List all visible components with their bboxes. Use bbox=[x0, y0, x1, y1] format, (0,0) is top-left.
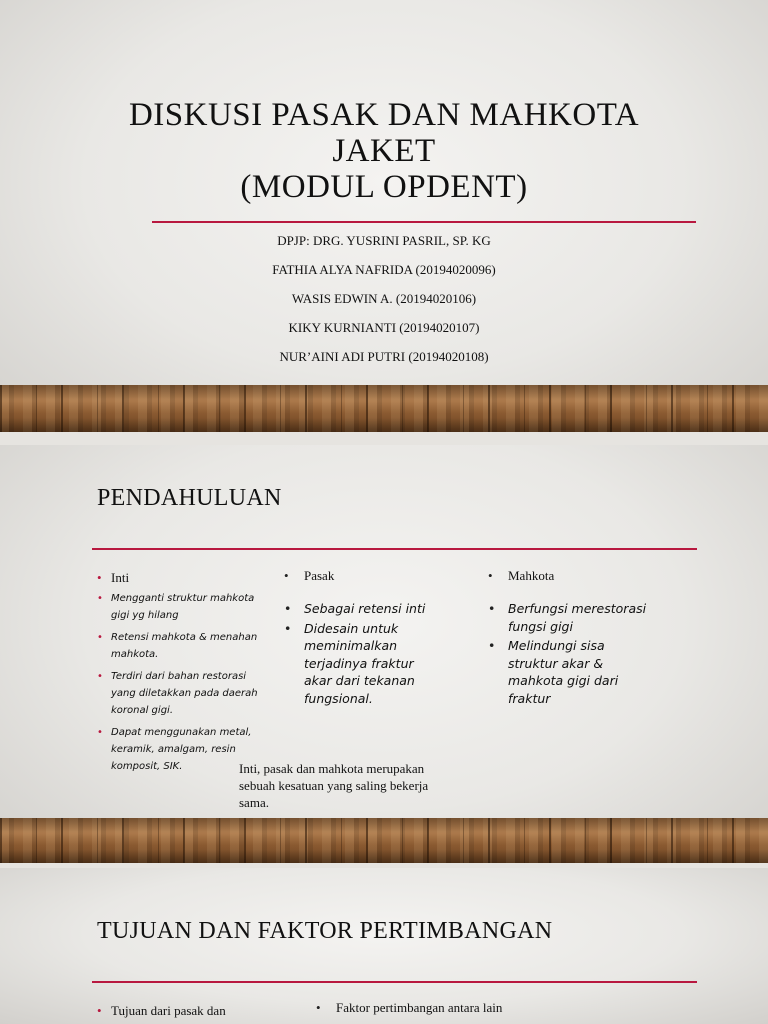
list-item: • Didesain untuk meminimalkan terjadinya fraktur akar dari tekanan fungsional. bbox=[284, 620, 415, 706]
title-divider bbox=[152, 221, 696, 223]
wood-floor bbox=[0, 818, 768, 863]
pasak-column bbox=[284, 567, 444, 707]
column-title: Pasak bbox=[304, 568, 335, 583]
slide-heading: TUJUAN DAN FAKTOR PERTIMBANGAN bbox=[97, 918, 553, 944]
slide-heading: PENDAHULUAN bbox=[97, 485, 282, 511]
pendahuluan-slide bbox=[0, 445, 768, 863]
column-title: Mahkota bbox=[508, 568, 555, 583]
author-line: KIKY KURNIANTI (20194020107) bbox=[288, 320, 480, 335]
title-line: JAKET bbox=[332, 133, 436, 169]
list-item: • Pasak bbox=[284, 568, 335, 583]
wood-floor bbox=[0, 385, 768, 432]
author-line: NUR’AINI ADI PUTRI (20194020108) bbox=[279, 349, 489, 364]
list-item: • Inti bbox=[97, 570, 130, 585]
author-line: WASIS EDWIN A. (20194020106) bbox=[291, 291, 477, 306]
list-item: • Terdiri dari bahan restorasi yang diletakkan pada daerah koronal gigi. bbox=[97, 671, 258, 716]
heading-divider bbox=[92, 548, 697, 550]
list-item: • Mengganti struktur mahkota gigi yg hilang bbox=[97, 593, 255, 621]
list-item: • Berfungsi merestorasi fungsi gigi bbox=[488, 601, 647, 634]
tujuan-slide bbox=[0, 868, 768, 1024]
list-item: • Retensi mahkota & menahan mahkota. bbox=[97, 632, 258, 660]
summary-text: Inti, pasak dan mahkota merupakan sebuah kesatuan yang saling bekerja sama. bbox=[239, 761, 429, 810]
slide-title bbox=[0, 97, 768, 205]
column-title: Inti bbox=[111, 570, 130, 585]
list-item: • Faktor pertimbangan antara lain bbox=[316, 1000, 503, 1015]
list-item: • Dapat menggunakan metal, keramik, amalgam, resin komposit, SIK. bbox=[97, 727, 252, 772]
list-item: • Tujuan dari pasak dan bbox=[97, 1003, 226, 1018]
subtitle-block bbox=[0, 233, 768, 378]
heading-divider bbox=[92, 981, 697, 983]
title-slide bbox=[0, 0, 768, 432]
title-line: DISKUSI PASAK DAN MAHKOTA bbox=[128, 97, 640, 133]
supervisor-line: DPJP: DRG. YUSRINI PASRIL, SP. KG bbox=[277, 233, 491, 248]
list-item: • Mahkota bbox=[488, 568, 555, 583]
author-line: FATHIA ALYA NAFRIDA (20194020096) bbox=[272, 262, 496, 277]
mahkota-column bbox=[488, 567, 648, 707]
list-item: • Melindungi sisa struktur akar & mahkota gigi dari fraktur bbox=[488, 638, 619, 706]
list-item: • Sebagai retensi inti bbox=[284, 601, 426, 616]
inti-column bbox=[97, 569, 267, 775]
title-line: (MODUL OPDENT) bbox=[240, 169, 528, 205]
